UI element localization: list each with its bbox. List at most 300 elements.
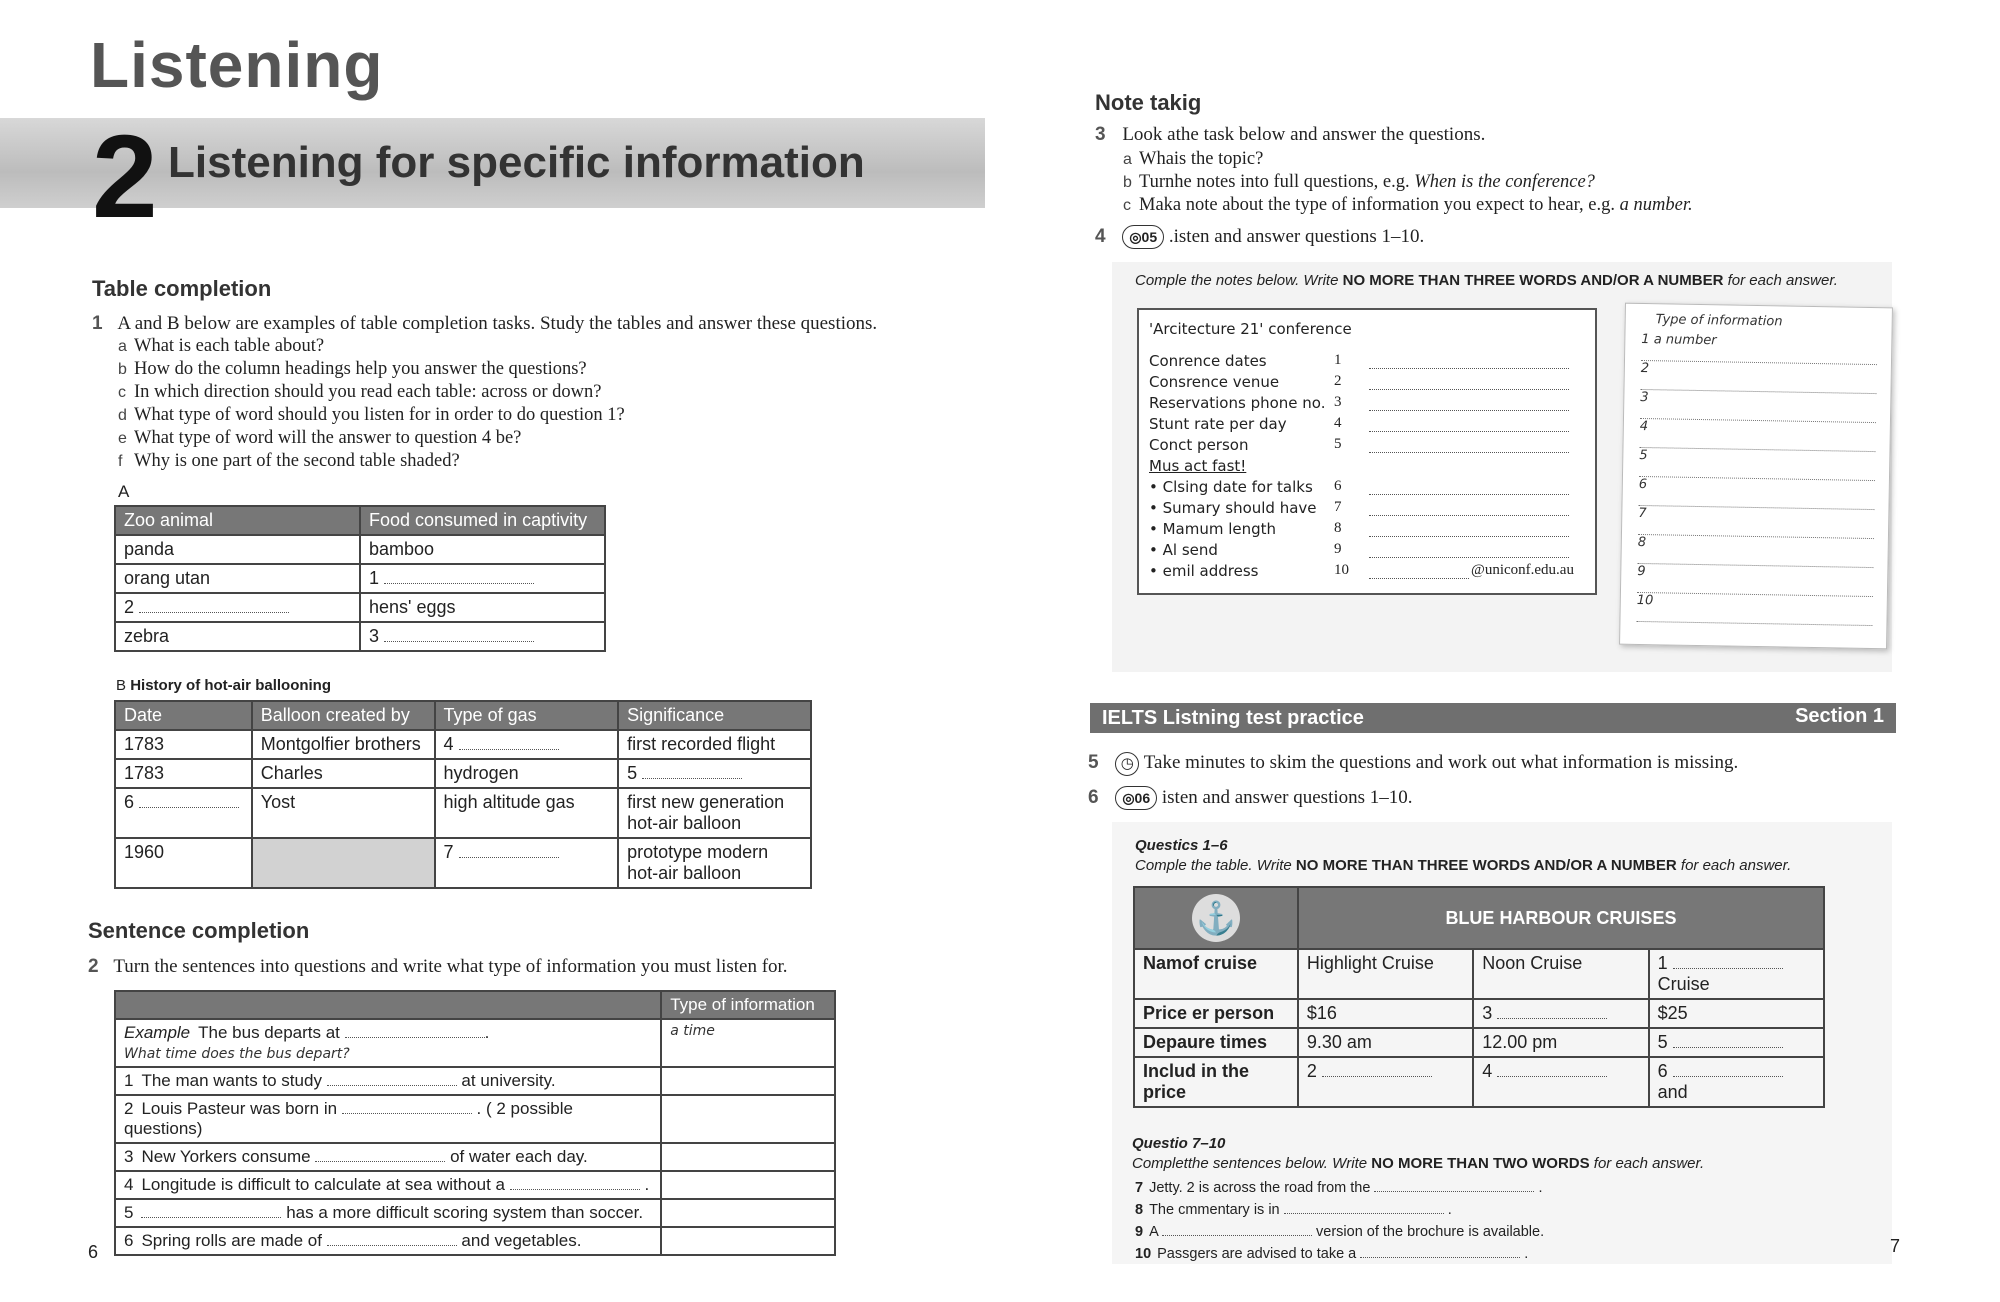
sub-question [118,381,918,404]
question-6 [1088,786,1908,810]
table-cell [435,788,619,838]
table-cell [1649,949,1824,999]
cell-text: 12.00 pm [1482,1032,1558,1052]
table-cell [252,788,435,838]
row-number: 4 [124,1175,134,1194]
sentence-pre: Louis Pasteur was born in [141,1099,338,1118]
question-1-subitems [118,335,918,473]
type-line: 5 [1639,448,1875,481]
sentence-table [114,990,836,1256]
instruction-text: for each answer. [1723,272,1838,289]
cruise-title: BLUE HARBOUR CRUISES [1298,887,1824,949]
question-text: .isten and answer questions 1–10. [1168,226,1425,247]
question-2 [88,956,928,978]
type-line: 8 [1637,535,1873,568]
audio-track-icon[interactable]: ◎06 [1115,786,1157,810]
sentence-number: 7 [1135,1180,1144,1196]
sentence-number: 9 [1135,1224,1144,1240]
test-practice-title: IELTS Listning test practice [1102,707,1364,729]
answer-cell[interactable] [661,1227,835,1255]
column-header [115,991,661,1019]
sub-text: What type of word should you listen for in order to do question 1? [134,405,625,425]
table-cell [435,838,619,888]
answer-blank[interactable] [342,1099,472,1114]
answer-blank[interactable] [1369,522,1569,537]
question-number: 1 [92,313,103,334]
sentence-cell [115,1095,661,1143]
sentence-cell [115,1067,661,1095]
table-row [115,1171,835,1199]
page-number-left: 6 [88,1242,99,1262]
table-row [115,622,605,651]
note-label: • Clsing date for talks [1149,478,1313,496]
table-cell [1298,949,1473,999]
section-heading-note-taking: Note takig [1095,90,1202,115]
table-cell [435,759,619,788]
audio-track-number: 05 [1141,229,1158,245]
table-cell [435,730,619,759]
type-line: 3 [1640,390,1876,423]
cell-text: 9.30 am [1306,1032,1372,1052]
note-row [1149,373,1589,394]
sub-question [118,358,918,381]
sub-letter: e [118,430,127,447]
sentence-post: has a more difficult scoring system than soccer. [286,1203,644,1222]
sentence-post: . [1447,1202,1452,1218]
table-row [115,1143,835,1171]
answer-blank[interactable] [1369,417,1569,432]
note-label: Stunt rate per day [1149,415,1287,433]
answer-blank[interactable] [327,1071,457,1086]
note-label: • emil address [1149,562,1259,580]
notes-card [1137,308,1597,595]
question-text: Take minutes to skim the questions and work out what information is missing. [1143,752,1739,773]
sentence-post: version of the brochure is available. [1316,1224,1545,1240]
note-number: 6 [1334,478,1342,494]
instruction-text: Comple the notes below. Write [1135,272,1343,289]
sub-text: Why is one part of the second table shaded? [134,451,460,471]
example-text: The bus departs at [198,1023,340,1042]
type-line: 9 [1637,564,1873,597]
sub-letter: a [118,338,127,355]
answer-blank[interactable] [642,764,742,779]
note-number: 9 [1334,541,1342,557]
sub-example: a number. [1619,195,1693,215]
table-header-row [115,506,605,535]
sentence-pre: Spring rolls are made of [141,1231,322,1250]
answer-blank[interactable] [327,1231,457,1246]
answer-blank[interactable] [1162,1221,1312,1236]
cell-text: 2 [1306,1061,1317,1081]
table-cell [115,730,252,759]
cell-text: 5 [627,763,638,783]
sentence-cell [115,1143,661,1171]
table-row [115,1067,835,1095]
table-row [115,1199,835,1227]
note-label: Reservations phone no. [1149,394,1326,412]
answer-blank[interactable] [1369,396,1569,411]
cell-text: Yost [260,792,296,812]
sentence-pre: New Yorkers consume [141,1147,311,1166]
example-cell [115,1019,661,1067]
cell-text: prototype modern hot-air balloon [627,842,769,883]
sub-text: How do the column headings help you answer the questions? [134,359,587,379]
sub-letter: c [1123,197,1131,214]
answer-blank[interactable] [1673,1062,1783,1077]
sentence-post: . [644,1175,650,1194]
row-number: 3 [124,1147,134,1166]
chapter-title: Listening [90,29,384,101]
answer-blank[interactable] [1369,438,1569,453]
question-text: Look athe task below and answer the questions. [1122,124,1486,145]
table-cell [1649,1028,1824,1057]
section-heading-sentence-completion: Sentence completion [88,918,310,943]
question-text: A and B below are examples of table completion tasks. Study the tables and answer these questions. [117,313,878,334]
note-label: Conct person [1149,436,1249,454]
table-row [115,788,811,838]
table-cell [360,564,605,593]
sub-letter: a [1123,151,1132,168]
sentence-item [1135,1243,1875,1265]
cell-text: 1 [369,568,380,588]
sub-question [1123,171,1823,194]
type-line: 7 [1638,506,1874,539]
cruise-row [1134,999,1824,1028]
sentence-number: 8 [1135,1202,1144,1218]
question-4 [1095,225,1424,249]
cell-text: Charles [260,763,323,783]
sentence-cell [115,1227,661,1255]
table-cell [115,622,360,651]
sentence-pre: Jetty. 2 is across the road from the [1149,1180,1371,1196]
answer-blank[interactable] [510,1175,640,1190]
cell-text: 1783 [124,763,165,783]
sentence-post: at university. [461,1071,556,1090]
column-header: Date [115,701,252,730]
answer-blank[interactable] [1374,1177,1534,1192]
example-text: . [484,1023,490,1042]
table-a [114,505,606,652]
cell-text: Price er person [1143,1003,1275,1023]
anchor-icon: ⚓ [1192,894,1240,942]
row-number: 5 [124,1203,134,1222]
table-header-row [115,991,835,1019]
cruise-header-row [1134,887,1824,949]
answer-blank[interactable] [345,1023,485,1038]
table-cell [115,788,252,838]
cell-text: Montgolfier brothers [260,734,421,754]
question-number: 4 [1095,226,1106,247]
cruise-table [1133,886,1825,1108]
cell-text: first new generation hot-air balloon [627,792,785,833]
type-line: 10 [1636,593,1872,626]
table-cell [360,622,605,651]
sentence-post: of water each day. [450,1147,588,1166]
sentence-post: . [1538,1180,1543,1196]
answer-blank[interactable] [1369,501,1569,516]
answer-blank[interactable] [1673,954,1783,969]
table-header-row [115,701,811,730]
question-3 [1095,124,1795,146]
note-row [1149,352,1589,373]
notes-title: 'Arcitecture 21' conference [1149,320,1352,338]
note-row [1149,478,1589,499]
table-cell [115,593,360,622]
example-question: What time does the bus depart? [124,1046,350,1062]
answer-blank[interactable] [459,735,559,750]
cell-text: 7 [443,842,454,862]
type-card-title: Type of information [1655,312,1783,330]
answer-cell[interactable] [661,1199,835,1227]
cruise-row [1134,1057,1824,1107]
note-number: 1 [1334,352,1342,368]
answer-blank[interactable] [141,1203,281,1218]
column-header: Balloon created by [252,701,435,730]
table-row [115,730,811,759]
anchor-logo-cell [1134,887,1298,949]
note-number: 4 [1334,415,1342,431]
sentence-pre: Passgers are advised to take a [1157,1246,1357,1262]
sub-example: When is the conference? [1414,172,1595,192]
answer-blank[interactable] [1284,1199,1444,1214]
table-cell [1473,999,1648,1028]
column-header: Significance [618,701,811,730]
table-b-caption [116,677,331,694]
table-row [115,564,605,593]
cruise-row [1134,1028,1824,1057]
sub-question [1123,148,1823,171]
cell-text: hens' eggs [369,597,456,617]
answer-blank[interactable] [384,569,534,584]
answer-blank[interactable] [139,598,289,613]
note-number: 7 [1334,499,1342,515]
answer-blank[interactable] [1369,564,1469,579]
sentence-item [1135,1221,1875,1243]
row-number: 6 [124,1231,134,1250]
page-number-right: 7 [1890,1236,1901,1256]
cell-text: 2 [124,597,135,617]
table-cell [1649,1057,1824,1107]
clock-icon: ◷ [1115,752,1139,776]
cell-text: Noon Cruise [1482,953,1583,973]
sentence-post: . ( 2 possible questions) [124,1099,573,1138]
table-b-label: B [116,677,127,694]
sentence-post: . [1524,1246,1529,1262]
sub-question [1123,194,1823,217]
table-row [115,535,605,564]
column-header: Zoo animal [115,506,360,535]
sub-letter: d [118,407,127,424]
sentence-list [1135,1177,1875,1265]
cell-text: 4 [443,734,454,754]
table-b-title: History of hot-air ballooning [130,677,332,694]
answer-blank[interactable] [1497,1004,1607,1019]
row-header [1134,949,1298,999]
cell-text: 5 [1657,1032,1668,1052]
row-header [1134,999,1298,1028]
table-row [115,593,605,622]
sentence-pre: Longitude is difficult to calculate at sea without a [141,1175,505,1194]
sub-question [118,404,918,427]
table-cell [115,564,360,593]
type-line: 2 [1640,361,1876,394]
questions-7-10-heading: Questio 7–10 [1132,1135,1226,1152]
cell-text: 3 [369,626,380,646]
sub-text: Maka note about the type of information you expect to hear, e.g. [1139,195,1620,215]
cell-text: $16 [1306,1003,1337,1023]
instruction-bold: NO MORE THAN THREE WORDS AND/OR A NUMBER [1295,857,1677,874]
unit-number: 2 [92,111,158,243]
sentence-pre: The cmmentary is in [1149,1202,1280,1218]
answer-blank[interactable] [1322,1062,1432,1077]
must-act-heading: Mus act fast! [1149,457,1247,475]
sub-text: Turnhe notes into full questions, e.g. [1139,172,1415,192]
table-cell [252,838,435,888]
note-number: 10 [1334,562,1349,578]
audio-track-icon[interactable]: ◎05 [1122,225,1164,249]
answer-cell[interactable] [661,1143,835,1171]
type-line: 1 a number [1641,332,1877,365]
answer-blank[interactable] [459,843,559,858]
table-cell [1473,949,1648,999]
section-heading-table-completion: Table completion [92,276,272,301]
question-number: 3 [1095,124,1106,145]
question-number: 6 [1088,787,1099,808]
answer-blank[interactable] [1369,543,1569,558]
answer-cell[interactable] [661,1095,835,1143]
row-header [1134,1057,1298,1107]
question-text: Turn the sentences into questions and write what type of information you must listen for. [113,956,788,977]
note-label: Consrence venue [1149,373,1280,391]
note-row [1149,541,1589,562]
answer-blank[interactable] [1673,1033,1783,1048]
note-suffix: @uniconf.edu.au [1471,562,1574,578]
sub-letter: c [118,384,126,401]
cell-text: orang utan [124,568,211,588]
note-row [1149,499,1589,520]
table-cell [1473,1057,1648,1107]
cell-text: 6 [124,792,135,812]
sentence-number: 10 [1135,1246,1152,1262]
table-cell [360,535,605,564]
question-text: isten and answer questions 1–10. [1161,787,1413,808]
note-row [1149,562,1589,583]
notes-instruction [1135,272,1895,289]
cell-text: Includ in the price [1143,1061,1249,1102]
question-3-subitems [1123,148,1823,217]
unit-title: Listening for specific information [168,138,865,187]
sub-letter: b [1123,174,1132,191]
instruction-text: Completthe sentences below. Write [1132,1155,1372,1172]
sub-question [118,335,918,358]
type-of-information-card [1619,303,1893,650]
row-number: 1 [124,1071,134,1090]
table-cell [252,759,435,788]
instruction-bold: NO MORE THAN THREE WORDS AND/OR A NUMBER [1342,272,1724,289]
note-row [1149,415,1589,436]
sub-text: What is each table about? [134,336,325,356]
row-number: 2 [124,1099,134,1118]
table-cell [618,838,811,888]
question-1 [92,313,922,335]
table-cell [618,730,811,759]
example-label: Example [124,1023,191,1042]
note-row [1149,520,1589,541]
answer-blank[interactable] [1360,1243,1520,1258]
answer-cell[interactable] [661,1067,835,1095]
table-cell [618,759,811,788]
answer-blank[interactable] [1369,354,1569,369]
question-number: 5 [1088,752,1099,773]
instruction-text: for each answer. [1676,857,1792,874]
sentence-pre: The man wants to study [141,1071,322,1090]
note-number: 8 [1334,520,1342,536]
answer-blank[interactable] [1497,1062,1607,1077]
test-practice-bar [1090,703,1896,733]
note-label: • Sumary should have [1149,499,1317,517]
sub-letter: b [118,361,127,378]
table-cell [252,730,435,759]
cell-text: panda [124,539,175,559]
table-cell [115,838,252,888]
column-header: Food consumed in captivity [360,506,605,535]
column-header: Type of gas [435,701,619,730]
note-number: 2 [1334,373,1342,389]
table-row [115,1227,835,1255]
note-label: • Al send [1149,541,1218,559]
sentence-post: and vegetables. [461,1231,582,1250]
cell-text: 1 [1657,953,1668,973]
note-number: 3 [1334,394,1342,410]
questions-1-6-instruction [1135,857,1895,874]
cell-text: 3 [1482,1003,1493,1023]
sentence-cell [115,1171,661,1199]
cell-text: high altitude gas [443,792,575,812]
note-number: 5 [1334,436,1342,452]
sub-text: What type of word will the answer to question 4 be? [134,428,522,448]
table-cell [1473,1028,1648,1057]
type-card-lines [1636,332,1877,626]
sentence-pre: A [1149,1224,1158,1240]
answer-blank[interactable] [384,627,534,642]
answer-blank[interactable] [315,1147,445,1162]
cell-text: $25 [1657,1003,1688,1023]
table-cell [1649,999,1824,1028]
row-header [1134,1028,1298,1057]
answer-blank[interactable] [1369,375,1569,390]
cruise-row [1134,949,1824,999]
sentence-item [1135,1199,1875,1221]
cell-text: bamboo [369,539,435,559]
cell-text: and [1657,1082,1688,1102]
example-answer: a time [661,1019,835,1067]
table-cell [115,759,252,788]
cell-text: zebra [124,626,170,646]
cell-text: 1960 [124,842,165,862]
cell-text: Highlight Cruise [1306,953,1434,973]
answer-blank[interactable] [1369,480,1569,495]
answer-cell[interactable] [661,1171,835,1199]
sub-question [118,427,918,450]
cell-text: Cruise [1657,974,1710,994]
answer-blank[interactable] [139,793,239,808]
sentence-item [1135,1177,1875,1199]
note-label: Conrence dates [1149,352,1267,370]
instruction-bold: NO MORE THAN TWO WORDS [1371,1155,1590,1172]
question-5 [1088,752,1908,776]
table-cell [360,593,605,622]
table-a-label: A [118,482,130,501]
